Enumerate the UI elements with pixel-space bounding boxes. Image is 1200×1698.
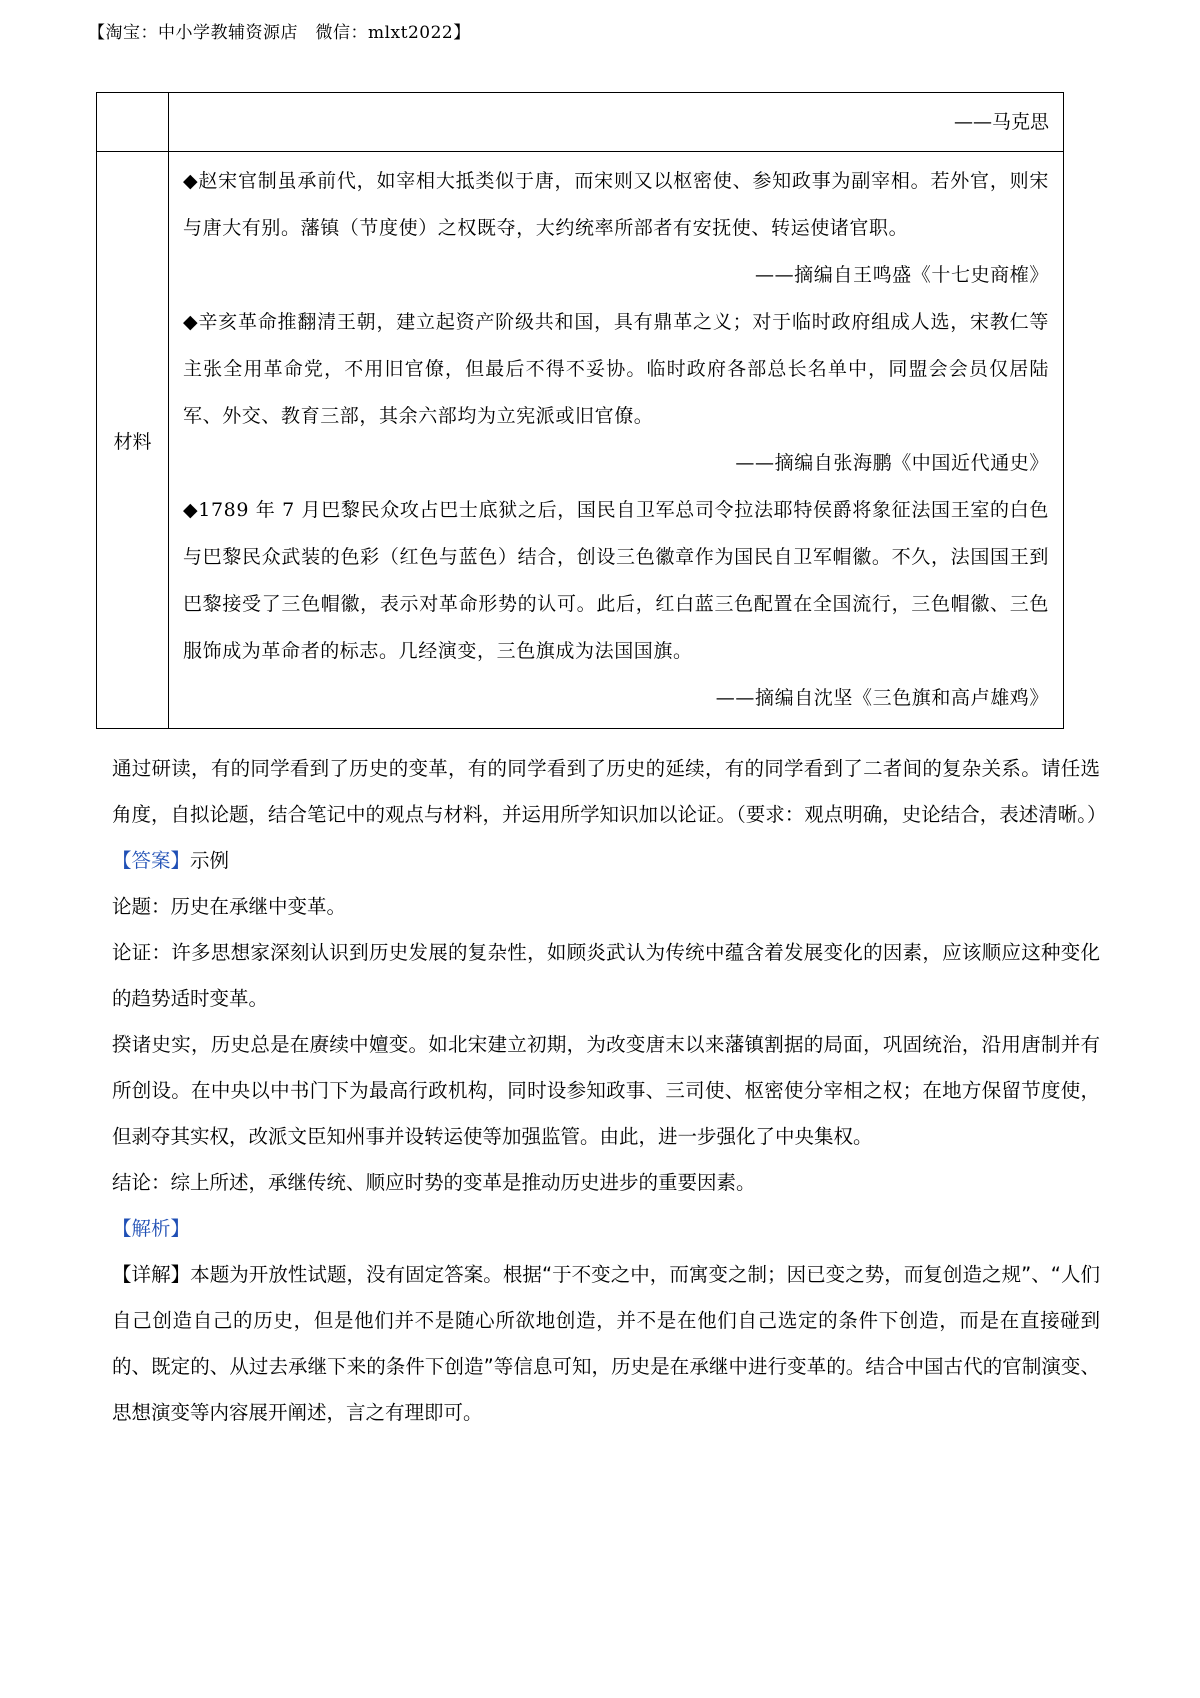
material-citation: ——摘编自张海鹏《中国近代通史》 <box>735 452 1049 474</box>
material-label: 材料 <box>97 152 169 729</box>
answer-conclusion: 结论：综上所述，承继传统、顺应时势的变革是推动历史进步的重要因素。 <box>112 1171 756 1194</box>
citation: ——马克思 <box>953 111 1049 133</box>
question-text: 通过研读，有的同学看到了历史的变革，有的同学看到了历史的延续，有的同学看到了二者间的复杂关系。请任选角度，自拟论题，结合笔记中的观点与材料，并运用所学知识加以论证。（要求：观点明确，史论结合，表述清晰。） <box>112 757 1107 826</box>
material-citation: ——摘编自王鸣盛《十七史商榷》 <box>754 264 1049 286</box>
answer-tag-suffix: 示例 <box>190 849 230 872</box>
answer-heading <box>112 838 1100 884</box>
answer-argument: 论证：许多思想家深刻认识到历史发展的复杂性，如顾炎武认为传统中蕴含着发展变化的因素，应该顺应这种变化的趋势适时变革。 <box>112 941 1100 1010</box>
material-table <box>96 92 1064 729</box>
answer-facts: 揆诸史实，历史总是在赓续中嬗变。如北宋建立初期，为改变唐末以来藩镇割据的局面，巩固统治，沿用唐制并有所创设。在中央以中书门下为最高行政机构，同时设参知政事、三司使、枢密使分宰相之权；在地方保留节度使，但剥夺其实权，改派文臣知州事并设转运使等加强监管。由此，进一步强化了中央集权。 <box>112 1033 1100 1148</box>
material-text: ◆辛亥革命推翻清王朝，建立起资产阶级共和国，具有鼎革之义；对于临时政府组成人选，宋教仁等主张全用革命党，不用旧官僚，但最后不得不妥协。临时政府各部总长名单中，同盟会会员仅居陆军、外交、教育三部，其余六部均为立宪派或旧官僚。 <box>183 311 1049 427</box>
material-text: ◆1789 年 7 月巴黎民众攻占巴士底狱之后，国民自卫军总司令拉法耶特侯爵将象征法国王室的白色与巴黎民众武装的色彩（红色与蓝色）结合，创设三色徽章作为国民自卫军帽徽。不久，法国国王到巴黎接受了三色帽徽，表示对革命形势的认可。此后，红白蓝三色配置在全国流行，三色帽徽、三色服饰成为革命者的标志。几经演变，三色旗成为法国国旗。 <box>183 499 1049 662</box>
question-block <box>112 746 1107 1436</box>
header-note: 【淘宝：中小学教辅资源店 微信：mlxt2022】 <box>88 23 471 43</box>
label-cell-empty <box>97 93 169 152</box>
answer-thesis: 论题：历史在承继中变革。 <box>112 895 347 918</box>
detail-text: 本题为开放性试题，没有固定答案。根据“于不变之中，而寓变之制；因已变之势，而复创造之规”、“人们自己创造自己的历史，但是他们并不是随心所欲地创造，并不是在他们自己选定的条件下创造，而是在直接碰到的、既定的、从过去承继下来的条件下创造”等信息可知，历史是在承继中进行变革的。结合中国古代的官制演变、思想演变等内容展开阐述，言之有理即可。 <box>112 1263 1100 1424</box>
material-text: ◆赵宋官制虽承前代，如宰相大抵类似于唐，而宋则又以枢密使、参知政事为副宰相。若外官，则宋与唐大有别。藩镇（节度使）之权既夺，大约统率所部者有安抚使、转运使诸官职。 <box>183 170 1049 239</box>
content-cell <box>169 152 1064 729</box>
table-row <box>97 93 1064 152</box>
analysis-tag: 【解析】 <box>112 1217 191 1240</box>
detail-tag: 【详解】 <box>112 1263 191 1286</box>
answer-tag: 【答案】 <box>112 849 191 872</box>
table-row <box>97 152 1064 729</box>
content-cell <box>169 93 1064 152</box>
analysis-heading <box>112 1206 1100 1252</box>
material-citation: ——摘编自沈坚《三色旗和高卢雄鸡》 <box>715 687 1049 709</box>
analysis-detail <box>112 1252 1100 1436</box>
